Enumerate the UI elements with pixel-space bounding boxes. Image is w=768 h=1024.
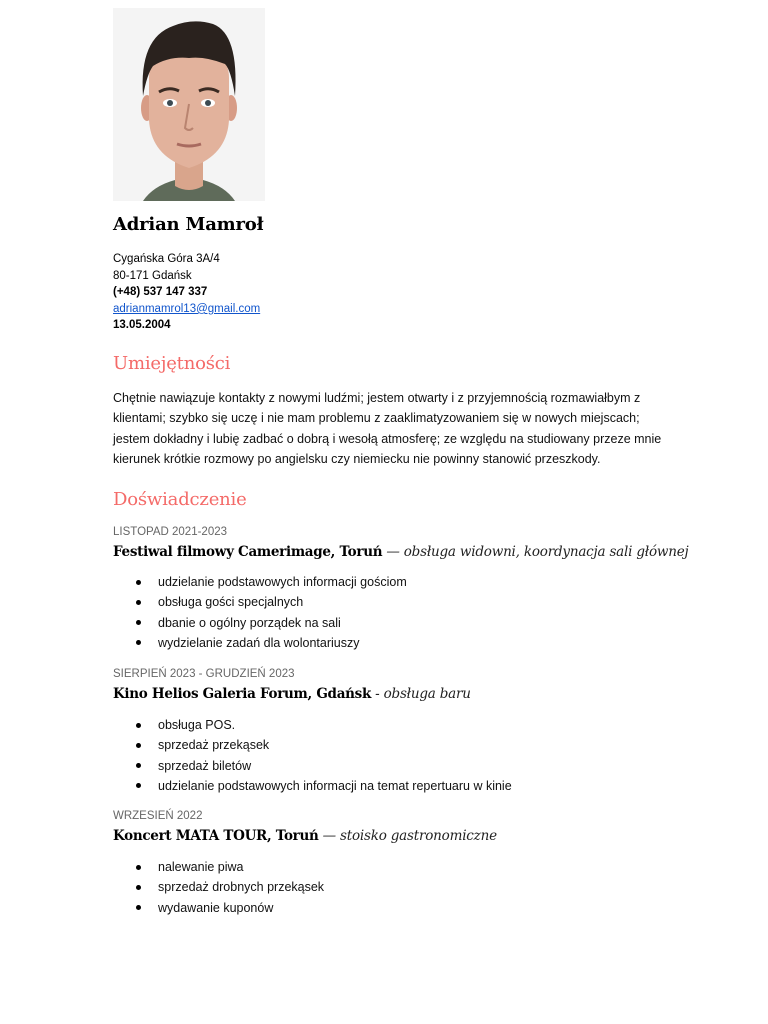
list-item xyxy=(134,592,407,612)
list-item xyxy=(134,756,512,776)
job-title xyxy=(113,828,497,844)
skills-heading: Umiejętności xyxy=(113,353,231,374)
bullet-icon xyxy=(136,600,141,605)
duty-text: nalewanie piwa xyxy=(158,860,244,874)
job-duties-list xyxy=(134,857,324,918)
experience-heading: Doświadczenie xyxy=(113,489,247,510)
job-role: obsługa baru xyxy=(383,686,471,702)
phone-number: (+48) 537 147 337 xyxy=(113,286,208,299)
job-title xyxy=(113,686,471,702)
duty-text: wydawanie kuponów xyxy=(158,900,274,915)
job-separator: — xyxy=(318,828,341,844)
duty-text: udzielanie podstawowych informacji gościom xyxy=(158,575,407,589)
job-role: stoisko gastronomiczne xyxy=(340,828,497,844)
profile-photo xyxy=(113,8,265,201)
bullet-icon xyxy=(136,580,141,585)
job-date: WRZESIEŃ 2022 xyxy=(113,810,203,822)
list-item xyxy=(134,898,324,918)
contact-details xyxy=(113,251,260,334)
duty-text: udzielanie podstawowych informacji na temat repertuaru w kinie xyxy=(158,778,512,793)
skills-paragraph: Chętnie nawiązuje kontakty z nowymi ludźmi; jestem otwarty i z przyjemnością rozmawiałbym z klientami; szybko się uczę i nie mam problemu z zaaklimatyzowaniem się w nowych miejscach; jestem dokładny i lubię zadbać o dobrą i wesołą atmosferę; ze względu na studiowany przeze mnie kierunek krótkie rozmowy po angielsku czy niemiecku nie powinny stanowić przeszkody. xyxy=(113,391,662,466)
bullet-icon xyxy=(136,743,141,748)
list-item xyxy=(134,715,512,735)
bullet-icon xyxy=(136,905,141,910)
duty-text: dbanie o ogólny porządek na sali xyxy=(158,615,341,630)
list-item xyxy=(134,857,324,877)
duty-text: sprzedaż biletów xyxy=(158,758,252,773)
list-item xyxy=(134,877,324,897)
job-separator: - xyxy=(371,686,384,702)
bullet-icon xyxy=(136,783,141,788)
bullet-icon xyxy=(136,620,141,625)
list-item xyxy=(134,613,407,633)
duty-text: sprzedaż przekąsek xyxy=(158,738,270,753)
duty-text: sprzedaż drobnych przekąsek xyxy=(158,880,325,895)
job-duties-list xyxy=(134,715,512,796)
duty-text: obsługa gości specjalnych xyxy=(158,595,304,610)
job-employer: Kino Helios Galeria Forum, Gdańsk xyxy=(113,686,372,702)
birth-date: 13.05.2004 xyxy=(113,319,171,332)
list-item xyxy=(134,776,512,796)
job-date: SIERPIEŃ 2023 - GRUDZIEŃ 2023 xyxy=(113,668,295,680)
address-line-2: 80-171 Gdańsk xyxy=(113,269,192,282)
job-duties-list xyxy=(134,572,407,653)
job-title xyxy=(113,544,689,560)
duty-text: wydzielanie zadań dla wolontariuszy xyxy=(158,635,360,650)
job-role: obsługa widowni, koordynacja sali głównej xyxy=(403,544,689,560)
duty-text: obsługa POS. xyxy=(158,718,236,732)
list-item xyxy=(134,633,407,653)
job-date: LISTOPAD 2021-2023 xyxy=(113,526,228,538)
bullet-icon xyxy=(136,763,141,768)
email-link[interactable]: adrianmamrol13@gmail.com xyxy=(113,302,261,315)
bullet-icon xyxy=(136,640,141,645)
bullet-icon xyxy=(136,723,141,728)
bullet-icon xyxy=(136,865,141,870)
job-employer: Festiwal filmowy Camerimage, Toruń xyxy=(113,544,383,560)
list-item xyxy=(134,735,512,755)
list-item xyxy=(134,572,407,592)
job-separator: — xyxy=(382,544,404,560)
address-line-1: Cygańska Góra 3A/4 xyxy=(113,253,220,265)
job-employer: Koncert MATA TOUR, Toruń xyxy=(113,828,319,844)
candidate-name: Adrian Mamroł xyxy=(113,214,264,235)
bullet-icon xyxy=(136,885,141,890)
